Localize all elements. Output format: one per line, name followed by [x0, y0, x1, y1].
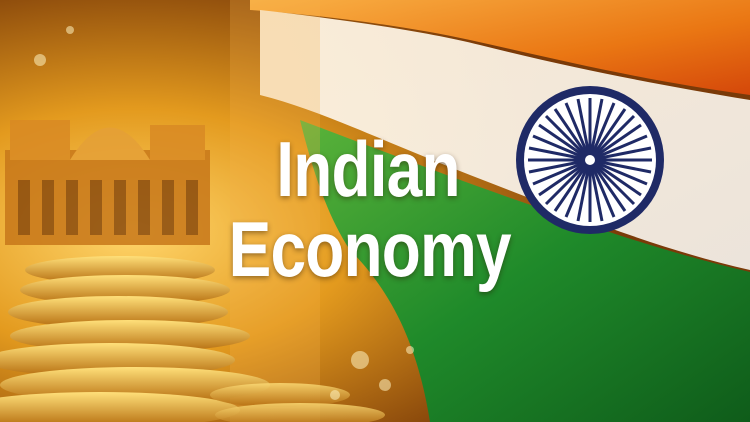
- ashoka-chakra-icon: [516, 86, 664, 234]
- title-line-2: Economy: [228, 204, 511, 293]
- title-line-1: Indian: [276, 125, 460, 213]
- temple-illustration: [5, 120, 210, 245]
- banner-title: [198, 125, 538, 293]
